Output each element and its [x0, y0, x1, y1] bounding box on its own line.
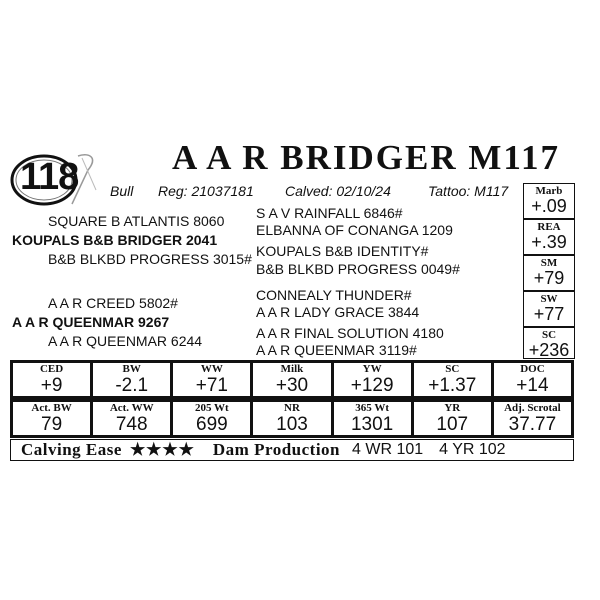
- epd-label: REA: [537, 221, 561, 233]
- pedigree-sd-sire: KOUPALS B&B IDENTITY#: [256, 243, 429, 259]
- pedigree-sd-dam: B&B BLKBD PROGRESS 0049#: [256, 261, 460, 277]
- epd-label: Marb: [535, 185, 563, 197]
- epd-value: +.09: [531, 196, 567, 216]
- epd-cell-yw: [334, 363, 411, 396]
- epd-label: SC: [445, 363, 460, 375]
- pedigree-ss-dam: ELBANNA OF CONANGA 1209: [256, 222, 453, 238]
- epd-label: YW: [362, 363, 382, 375]
- epd-value: +.39: [531, 232, 567, 252]
- epd-cell-bw: [93, 363, 170, 396]
- epd-value: +1.37: [428, 375, 477, 396]
- actual-value: 748: [115, 414, 148, 435]
- registration-number: Reg: 21037181: [158, 183, 254, 199]
- actual-value: 103: [276, 414, 308, 435]
- pedigree-dd-sire: A A R FINAL SOLUTION 4180: [256, 325, 444, 341]
- epd-value: +30: [275, 375, 309, 396]
- cropped-edge-strip: [16, 463, 576, 473]
- epd-row: [10, 360, 574, 399]
- calved-date: Calved: 02/10/24: [285, 183, 391, 199]
- epd-box-sw: [523, 291, 575, 327]
- epd-value: +236: [528, 340, 570, 360]
- actual-cell-nr: [253, 402, 330, 435]
- tattoo: Tattoo: M117: [428, 183, 509, 199]
- actual-value: 1301: [350, 414, 394, 435]
- animal-name: A A R BRIDGER M117: [172, 138, 560, 177]
- sex-label: Bull: [110, 183, 134, 199]
- epd-label: SC: [541, 329, 557, 341]
- epd-value: +77: [533, 304, 565, 324]
- epd-label: Milk: [280, 363, 304, 375]
- epd-label: BW: [122, 363, 141, 375]
- lot-number: 118: [20, 156, 79, 198]
- epd-cell-ced: [13, 363, 90, 396]
- epd-box-rea: [523, 219, 575, 255]
- actual-label: YR: [444, 402, 461, 414]
- pedigree-dam-dam: A A R QUEENMAR 6244: [48, 333, 203, 349]
- pedigree-sire-dam: B&B BLKBD PROGRESS 3015#: [48, 251, 252, 267]
- epd-cell-sc: [414, 363, 491, 396]
- pedigree-ds-sire: CONNEALY THUNDER#: [256, 287, 412, 303]
- epd-value: +79: [533, 268, 565, 288]
- epd-value: +14: [516, 375, 549, 396]
- epd-label: SM: [540, 257, 558, 269]
- epd-label: SW: [540, 293, 558, 305]
- epd-label: CED: [39, 363, 64, 375]
- calving-ease-label: Calving Ease: [21, 440, 122, 459]
- epd-value: +9: [40, 375, 63, 396]
- epd-label: DOC: [520, 363, 545, 375]
- footer-bar: [10, 439, 574, 461]
- actual-label: Act. WW: [109, 402, 154, 414]
- actual-label: 205 Wt: [194, 402, 229, 414]
- epd-box-sc: [523, 327, 575, 359]
- actual-value: 107: [436, 414, 469, 435]
- pedigree-dd-dam: A A R QUEENMAR 3119#: [256, 342, 417, 358]
- epd-box-marb: [523, 183, 575, 219]
- actual-cell-yr: [414, 402, 491, 435]
- actual-cell-bw: [13, 402, 90, 435]
- actual-cell-365wt: [334, 402, 411, 435]
- epd-value: +129: [350, 375, 394, 396]
- pedigree-sire: KOUPALS B&B BRIDGER 2041: [12, 232, 218, 248]
- pedigree-ss-sire: S A V RAINFALL 6846#: [256, 205, 403, 221]
- dam-production-weaning: 4 WR 101: [352, 441, 424, 458]
- epd-box-sm: [523, 255, 575, 291]
- actual-label: NR: [284, 402, 300, 414]
- dam-production-label: Dam Production: [212, 440, 341, 459]
- dam-production-yearling: 4 YR 102: [439, 441, 506, 458]
- actual-label: Act. BW: [31, 402, 72, 414]
- epd-cell-doc: [494, 363, 571, 396]
- actuals-row: [10, 399, 574, 438]
- pedigree-dam-sire: A A R CREED 5802#: [48, 295, 178, 311]
- pedigree-ds-dam: A A R LADY GRACE 3844: [256, 304, 420, 320]
- epd-cell-milk: [253, 363, 330, 396]
- actual-label: Adj. Scrotal: [504, 402, 561, 414]
- actual-cell-205wt: [173, 402, 250, 435]
- pedigree-dam: A A R QUEENMAR 9267: [12, 314, 170, 330]
- actual-label: 365 Wt: [355, 402, 389, 414]
- epd-value: -2.1: [115, 375, 149, 396]
- epd-value: +71: [195, 375, 228, 396]
- epd-cell-ww: [173, 363, 250, 396]
- calving-ease-stars: ★★★★: [129, 440, 195, 459]
- actual-cell-ww: [93, 402, 170, 435]
- actual-value: 37.77: [508, 414, 557, 435]
- actual-value: 79: [41, 414, 63, 435]
- epd-label: WW: [200, 363, 223, 375]
- actual-cell-adj-scrotal: [494, 402, 571, 435]
- actual-value: 699: [196, 414, 228, 435]
- pedigree-sire-sire: SQUARE B ATLANTIS 8060: [48, 213, 225, 229]
